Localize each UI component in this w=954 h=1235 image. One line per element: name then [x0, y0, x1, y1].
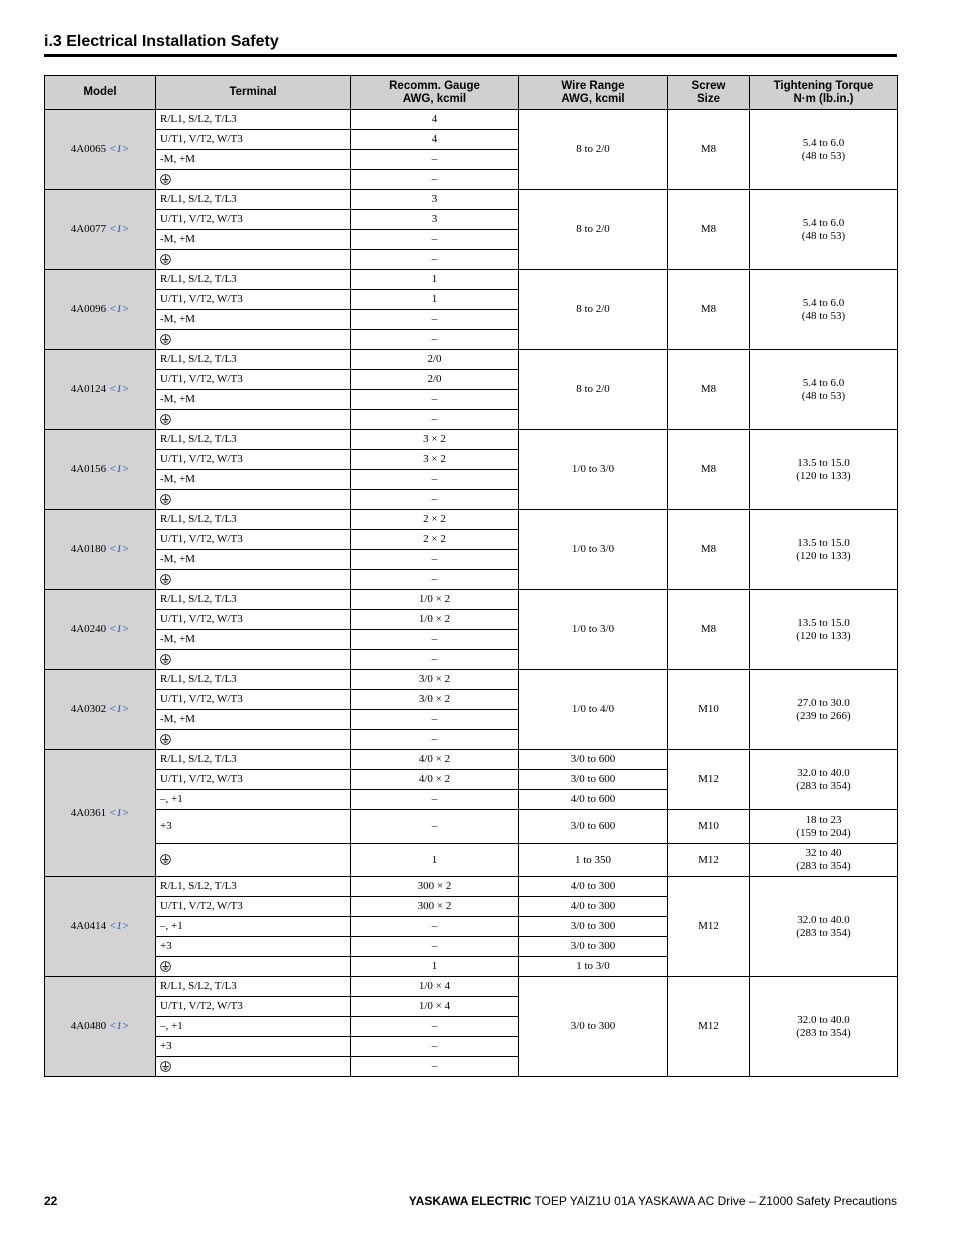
terminal-ground — [156, 490, 351, 510]
tightening-torque: 32.0 to 40.0 (283 to 354) — [750, 977, 898, 1077]
model-cell — [45, 977, 156, 1077]
terminal-label: R/L1, S/L2, T/L3 — [156, 270, 351, 290]
screw-size: M8 — [668, 270, 750, 350]
screw-size: M8 — [668, 430, 750, 510]
recomm-gauge: – — [351, 730, 519, 750]
tightening-torque: 27.0 to 30.0 (239 to 266) — [750, 670, 898, 750]
ground-symbol-icon — [160, 654, 171, 665]
recomm-gauge: 3 × 2 — [351, 430, 519, 450]
footnote-link[interactable]: <1> — [108, 143, 130, 155]
recomm-gauge: – — [351, 810, 519, 844]
footer-brand: YASKAWA ELECTRIC — [408, 1194, 532, 1208]
table-row — [45, 844, 898, 877]
recomm-gauge: 4/0 × 2 — [351, 770, 519, 790]
header-tightening-torque: Tightening Torque N·m (lb.in.) — [750, 76, 898, 110]
model-number: 4A0480 — [70, 1020, 107, 1032]
wire-range: 3/0 to 300 — [519, 977, 668, 1077]
wire-range: 1/0 to 4/0 — [519, 670, 668, 750]
terminal-ground — [156, 410, 351, 430]
recomm-gauge: 3 × 2 — [351, 450, 519, 470]
recomm-gauge: – — [351, 250, 519, 270]
table-row — [45, 190, 898, 210]
title-rule — [44, 54, 897, 57]
model-cell — [45, 110, 156, 190]
wire-range: 3/0 to 600 — [519, 810, 668, 844]
table-row — [45, 977, 898, 997]
table-row — [45, 750, 898, 770]
recomm-gauge: – — [351, 230, 519, 250]
wire-range: 8 to 2/0 — [519, 350, 668, 430]
terminal-label: U/T1, V/T2, W/T3 — [156, 610, 351, 630]
recomm-gauge: 1/0 × 2 — [351, 590, 519, 610]
recomm-gauge: – — [351, 917, 519, 937]
recomm-gauge: 3/0 × 2 — [351, 670, 519, 690]
terminal-label: R/L1, S/L2, T/L3 — [156, 750, 351, 770]
model-number: 4A0240 — [70, 623, 107, 635]
terminal-label: U/T1, V/T2, W/T3 — [156, 370, 351, 390]
terminal-ground — [156, 170, 351, 190]
recomm-gauge: 1 — [351, 270, 519, 290]
tightening-torque: 13.5 to 15.0 (120 to 133) — [750, 430, 898, 510]
recomm-gauge: – — [351, 1037, 519, 1057]
table-row — [45, 510, 898, 530]
screw-size: M8 — [668, 590, 750, 670]
table-row — [45, 670, 898, 690]
terminal-ground — [156, 1057, 351, 1077]
footnote-link[interactable]: <1> — [108, 703, 130, 715]
wire-range: 3/0 to 600 — [519, 770, 668, 790]
recomm-gauge: – — [351, 937, 519, 957]
ground-symbol-icon — [160, 961, 171, 972]
ground-symbol-icon — [160, 1061, 171, 1072]
wire-range: 4/0 to 300 — [519, 877, 668, 897]
terminal-ground — [156, 330, 351, 350]
footnote-link[interactable]: <1> — [108, 806, 130, 819]
terminal-label: +3 — [156, 1037, 351, 1057]
wire-range: 3/0 to 300 — [519, 937, 668, 957]
terminal-label: U/T1, V/T2, W/T3 — [156, 290, 351, 310]
terminal-ground — [156, 957, 351, 977]
recomm-gauge: – — [351, 550, 519, 570]
tightening-torque: 32.0 to 40.0 (283 to 354) — [750, 877, 898, 977]
header-model: Model — [45, 76, 156, 110]
ground-symbol-icon — [160, 334, 171, 345]
terminal-label: R/L1, S/L2, T/L3 — [156, 110, 351, 130]
terminal-label: R/L1, S/L2, T/L3 — [156, 190, 351, 210]
tightening-torque: 18 to 23 (159 to 204) — [750, 810, 898, 844]
table-row — [45, 110, 898, 130]
wire-range: 1/0 to 3/0 — [519, 510, 668, 590]
recomm-gauge: 1 — [351, 290, 519, 310]
recomm-gauge: – — [351, 630, 519, 650]
recomm-gauge: – — [351, 650, 519, 670]
model-number: 4A0180 — [70, 543, 107, 555]
terminal-label: R/L1, S/L2, T/L3 — [156, 350, 351, 370]
terminal-ground — [156, 844, 351, 877]
terminal-label: U/T1, V/T2, W/T3 — [156, 130, 351, 150]
terminal-ground — [156, 250, 351, 270]
recomm-gauge: 300 × 2 — [351, 897, 519, 917]
recomm-gauge: – — [351, 570, 519, 590]
recomm-gauge: 1/0 × 4 — [351, 977, 519, 997]
terminal-label: +3 — [156, 810, 351, 844]
recomm-gauge: 1/0 × 4 — [351, 997, 519, 1017]
model-number: 4A0096 — [70, 303, 107, 315]
model-number: 4A0077 — [70, 223, 107, 235]
ground-symbol-icon — [160, 854, 171, 865]
ground-symbol-icon — [160, 494, 171, 505]
terminal-label: -M, +M — [156, 230, 351, 250]
tightening-torque: 13.5 to 15.0 (120 to 133) — [750, 510, 898, 590]
footnote-link[interactable]: <1> — [108, 543, 130, 555]
screw-size: M12 — [668, 977, 750, 1077]
table-body — [45, 110, 898, 1077]
ground-symbol-icon — [160, 174, 171, 185]
footnote-link[interactable]: <1> — [108, 920, 130, 932]
wire-range: 8 to 2/0 — [519, 190, 668, 270]
recomm-gauge: 1/0 × 2 — [351, 610, 519, 630]
footnote-link[interactable]: <1> — [108, 223, 130, 235]
tightening-torque: 5.4 to 6.0 (48 to 53) — [750, 190, 898, 270]
terminal-label: -M, +M — [156, 310, 351, 330]
recomm-gauge: 3/0 × 2 — [351, 690, 519, 710]
terminal-label: U/T1, V/T2, W/T3 — [156, 530, 351, 550]
terminal-label: –, +1 — [156, 917, 351, 937]
screw-size: M8 — [668, 190, 750, 270]
terminal-label: U/T1, V/T2, W/T3 — [156, 450, 351, 470]
terminal-label: U/T1, V/T2, W/T3 — [156, 210, 351, 230]
wire-range: 4/0 to 300 — [519, 897, 668, 917]
model-cell — [45, 877, 156, 977]
table-row — [45, 350, 898, 370]
model-cell — [45, 350, 156, 430]
terminal-label: –, +1 — [156, 1017, 351, 1037]
terminal-label: U/T1, V/T2, W/T3 — [156, 897, 351, 917]
screw-size: M10 — [668, 810, 750, 844]
model-cell — [45, 590, 156, 670]
recomm-gauge: – — [351, 410, 519, 430]
recomm-gauge: – — [351, 1057, 519, 1077]
terminal-label: –, +1 — [156, 790, 351, 810]
recomm-gauge: – — [351, 330, 519, 350]
model-number: 4A0065 — [70, 143, 107, 155]
recomm-gauge: – — [351, 150, 519, 170]
terminal-ground — [156, 650, 351, 670]
wire-range: 4/0 to 600 — [519, 790, 668, 810]
terminal-label: R/L1, S/L2, T/L3 — [156, 430, 351, 450]
model-number: 4A0414 — [70, 920, 107, 932]
tightening-torque: 13.5 to 15.0 (120 to 133) — [750, 590, 898, 670]
footnote-link[interactable]: <1> — [108, 1020, 130, 1032]
tightening-torque: 32.0 to 40.0 (283 to 354) — [750, 750, 898, 810]
wire-range: 1/0 to 3/0 — [519, 430, 668, 510]
recomm-gauge: 3 — [351, 210, 519, 230]
recomm-gauge: – — [351, 790, 519, 810]
page-number: 22 — [44, 1194, 58, 1208]
header-screw-size: Screw Size — [668, 76, 750, 110]
footnote-link[interactable]: <1> — [108, 463, 130, 475]
screw-size: M10 — [668, 670, 750, 750]
tightening-torque: 32 to 40 (283 to 354) — [750, 844, 898, 877]
recomm-gauge: – — [351, 710, 519, 730]
screw-size: M8 — [668, 510, 750, 590]
header-wire-range: Wire Range AWG, kcmil — [519, 76, 668, 110]
terminal-label: R/L1, S/L2, T/L3 — [156, 590, 351, 610]
terminal-label: -M, +M — [156, 470, 351, 490]
terminal-label: R/L1, S/L2, T/L3 — [156, 510, 351, 530]
screw-size: M12 — [668, 750, 750, 810]
footer-doc-info — [409, 1194, 897, 1208]
terminal-label: -M, +M — [156, 150, 351, 170]
table-row — [45, 810, 898, 844]
header-terminal: Terminal — [156, 76, 351, 110]
model-cell — [45, 190, 156, 270]
table-row — [45, 590, 898, 610]
ground-symbol-icon — [160, 254, 171, 265]
table-header-row — [45, 76, 898, 110]
table-row — [45, 270, 898, 290]
recomm-gauge: 2 × 2 — [351, 510, 519, 530]
footer-doc-text: TOEP YAIZ1U 01A YASKAWA AC Drive – Z1000 Safety Precautions — [531, 1194, 897, 1208]
recomm-gauge: – — [351, 470, 519, 490]
recomm-gauge: 4 — [351, 130, 519, 150]
footnote-link[interactable]: <1> — [108, 303, 130, 315]
terminal-label: -M, +M — [156, 390, 351, 410]
recomm-gauge: 2/0 — [351, 370, 519, 390]
model-cell — [45, 510, 156, 590]
terminal-ground — [156, 570, 351, 590]
recomm-gauge: – — [351, 170, 519, 190]
recomm-gauge: 300 × 2 — [351, 877, 519, 897]
model-cell — [45, 270, 156, 350]
recomm-gauge: 1 — [351, 957, 519, 977]
wire-range: 1 to 350 — [519, 844, 668, 877]
recomm-gauge: – — [351, 390, 519, 410]
terminal-label: +3 — [156, 937, 351, 957]
model-number: 4A0361 — [70, 806, 107, 819]
terminal-label: U/T1, V/T2, W/T3 — [156, 690, 351, 710]
table-row — [45, 877, 898, 897]
model-cell — [45, 670, 156, 750]
model-number: 4A0302 — [70, 703, 107, 715]
ground-symbol-icon — [160, 414, 171, 425]
model-cell — [45, 430, 156, 510]
recomm-gauge: 4 — [351, 110, 519, 130]
terminal-label: -M, +M — [156, 630, 351, 650]
terminal-label: -M, +M — [156, 550, 351, 570]
recomm-gauge: – — [351, 1017, 519, 1037]
wire-range: 8 to 2/0 — [519, 270, 668, 350]
tightening-torque: 5.4 to 6.0 (48 to 53) — [750, 110, 898, 190]
table-row — [45, 430, 898, 450]
screw-size: M8 — [668, 350, 750, 430]
ground-symbol-icon — [160, 734, 171, 745]
ground-symbol-icon — [160, 574, 171, 585]
wire-range: 3/0 to 300 — [519, 917, 668, 937]
tightening-torque: 5.4 to 6.0 (48 to 53) — [750, 350, 898, 430]
terminal-label: U/T1, V/T2, W/T3 — [156, 770, 351, 790]
recomm-gauge: 3 — [351, 190, 519, 210]
model-number: 4A0124 — [70, 383, 107, 395]
terminal-label: R/L1, S/L2, T/L3 — [156, 877, 351, 897]
model-number: 4A0156 — [70, 463, 107, 475]
wire-gauge-table — [44, 75, 898, 1077]
wire-range: 8 to 2/0 — [519, 110, 668, 190]
terminal-label: R/L1, S/L2, T/L3 — [156, 670, 351, 690]
screw-size: M12 — [668, 877, 750, 977]
section-title: i.3 Electrical Installation Safety — [44, 33, 279, 50]
wire-range: 1 to 3/0 — [519, 957, 668, 977]
recomm-gauge: – — [351, 310, 519, 330]
terminal-label: -M, +M — [156, 710, 351, 730]
terminal-label: U/T1, V/T2, W/T3 — [156, 997, 351, 1017]
screw-size: M8 — [668, 110, 750, 190]
recomm-gauge: 1 — [351, 844, 519, 877]
screw-size: M12 — [668, 844, 750, 877]
tightening-torque: 5.4 to 6.0 (48 to 53) — [750, 270, 898, 350]
footnote-link[interactable]: <1> — [108, 383, 130, 395]
terminal-label: R/L1, S/L2, T/L3 — [156, 977, 351, 997]
wire-range: 1/0 to 3/0 — [519, 590, 668, 670]
model-cell — [45, 750, 156, 877]
header-recomm-gauge: Recomm. Gauge AWG, kcmil — [351, 76, 519, 110]
recomm-gauge: 4/0 × 2 — [351, 750, 519, 770]
terminal-ground — [156, 730, 351, 750]
recomm-gauge: – — [351, 490, 519, 510]
footnote-link[interactable]: <1> — [108, 623, 130, 635]
wire-range: 3/0 to 600 — [519, 750, 668, 770]
recomm-gauge: 2/0 — [351, 350, 519, 370]
recomm-gauge: 2 × 2 — [351, 530, 519, 550]
